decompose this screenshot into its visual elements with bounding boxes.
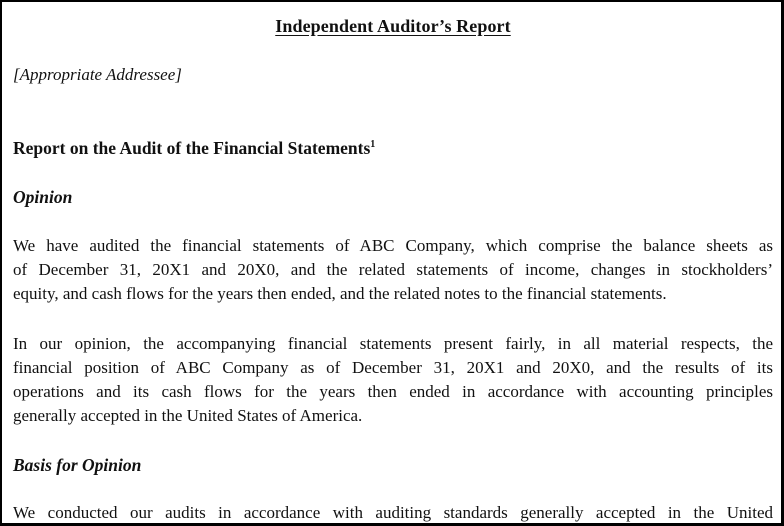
report-heading bbox=[13, 138, 375, 159]
paragraph-line: We have audited the financial statements of ABC Company, which comprise the balance sheets as bbox=[13, 236, 773, 255]
footnote-marker: 1 bbox=[370, 139, 376, 150]
addressee: [Appropriate Addressee] bbox=[13, 65, 182, 84]
opinion-heading: Opinion bbox=[13, 187, 73, 207]
paragraph-line: operations and its cash flows for the years then ended in accordance with accounting principles bbox=[13, 382, 773, 401]
paragraph-line: In our opinion, the accompanying financial statements present fairly, in all material respects, the bbox=[13, 334, 773, 353]
report-heading-text: Report on the Audit of the Financial Statements bbox=[13, 138, 371, 158]
report-title bbox=[13, 16, 773, 37]
paragraph-line: equity, and cash flows for the years then ended, and the related notes to the financial statements. bbox=[13, 284, 667, 303]
paragraph-line: generally accepted in the United States of America. bbox=[13, 406, 363, 425]
basis-paragraph bbox=[13, 501, 773, 525]
paragraph-line: financial position of ABC Company as of December 31, 20X1 and 20X0, and the results of its bbox=[13, 358, 773, 377]
paragraph-line: of December 31, 20X1 and 20X0, and the related statements of income, changes in stockholders’ bbox=[13, 260, 773, 279]
paragraph-line: We conducted our audits in accordance with auditing standards generally accepted in the United bbox=[13, 503, 773, 522]
basis-heading: Basis for Opinion bbox=[13, 455, 142, 475]
opinion-paragraph-2 bbox=[13, 332, 773, 428]
report-title-text: Independent Auditor’s Report bbox=[275, 16, 511, 36]
opinion-paragraph-1 bbox=[13, 234, 773, 306]
